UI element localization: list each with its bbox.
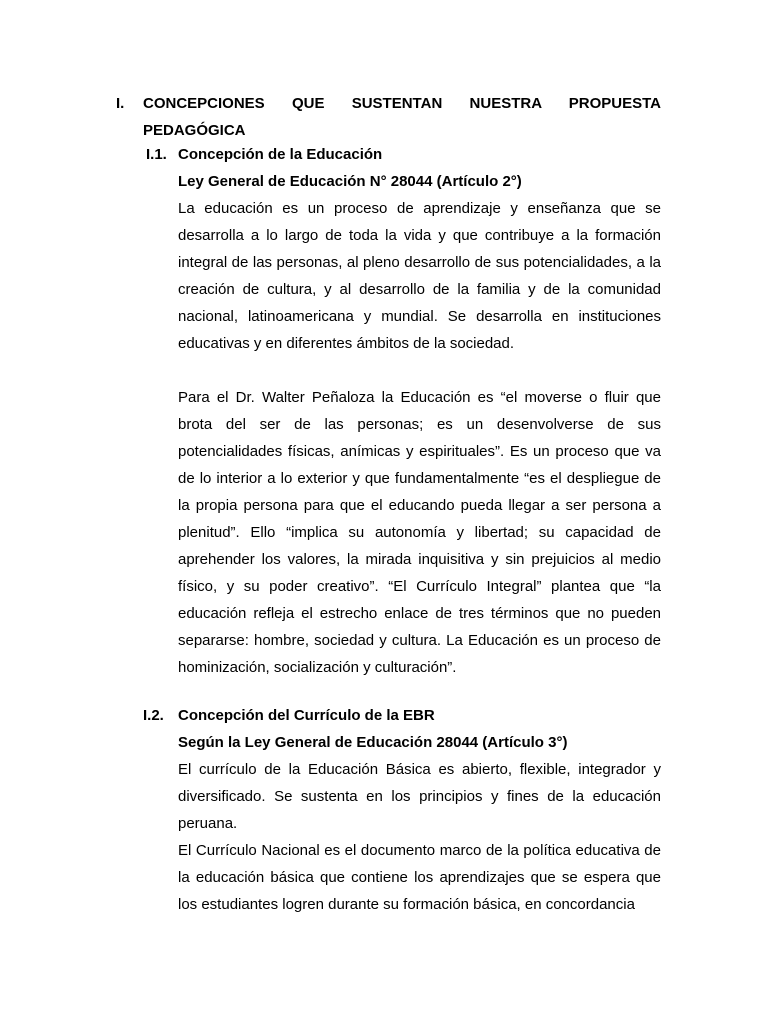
subsection-1-paragraph-2: Para el Dr. Walter Peñaloza la Educación es “el moverse o fluir que brota del ser de las personas; es un desenvolverse de sus potencialidades físicas, anímicas y espirituales”. Es un proceso que va de lo interior a lo exterior y que fundamentalmente “es el despliegue de la propia persona para que el educando pueda llegar a ser persona a plenitud”. Ello “implica su autonomía y libertad; su capacidad de aprehender los valores, la mirada inquisitiva y sin prejuicios al medio físico, y su poder creativo”. “El Currículo Integral” plantea que “la educación refleja el estrecho enlace de tres términos que no pueden separarse: hombre, sociedad y cultura. La Educación es un proceso de hominización, socialización y culturación”.	[178, 389, 661, 676]
section-title-line2: PEDAGÓGICA	[143, 122, 246, 139]
section-number: I.	[116, 95, 125, 112]
subsection-1-paragraph-1: La educación es un proceso de aprendizaje y enseñanza que se desarrolla a lo largo de toda la vida y que contribuye a la formación integral de las personas, al pleno desarrollo de sus potencialidades, a la creación de cultura, y al desarrollo de la familia y de la comunidad nacional, latinoamericana y mundial. Se desarrolla en instituciones educativas y en diferentes ámbitos de la sociedad.	[178, 200, 661, 352]
subsection-number-1: I.1.	[146, 146, 167, 163]
subsection-2	[178, 702, 661, 918]
paragraph-spacer	[178, 357, 661, 384]
subsection-number-2: I.2.	[143, 707, 164, 724]
subsection-2-paragraph-2: El Currículo Nacional es el documento marco de la política educativa de la educación básica que contiene los aprendizajes que se espera que los estudiantes logren durante su formación básica, en concordancia	[178, 842, 661, 913]
subsection-2-paragraph-1: El currículo de la Educación Básica es abierto, flexible, integrador y diversificado. Se sustenta en los principios y fines de la educación peruana.	[178, 761, 661, 832]
subsection-2-title: Concepción del Currículo de la EBR	[178, 707, 435, 724]
subsection-1-source: Ley General de Educación N° 28044 (Artículo 2°)	[178, 173, 522, 190]
subsection-1	[178, 141, 661, 681]
subsection-1-title: Concepción de la Educación	[178, 146, 383, 163]
section-title-line1: CONCEPCIONES QUE SUSTENTAN NUESTRA PROPUESTA	[143, 95, 661, 112]
section-title	[143, 90, 661, 144]
subsection-2-source: Según la Ley General de Educación 28044 (Artículo 3°)	[178, 734, 568, 751]
